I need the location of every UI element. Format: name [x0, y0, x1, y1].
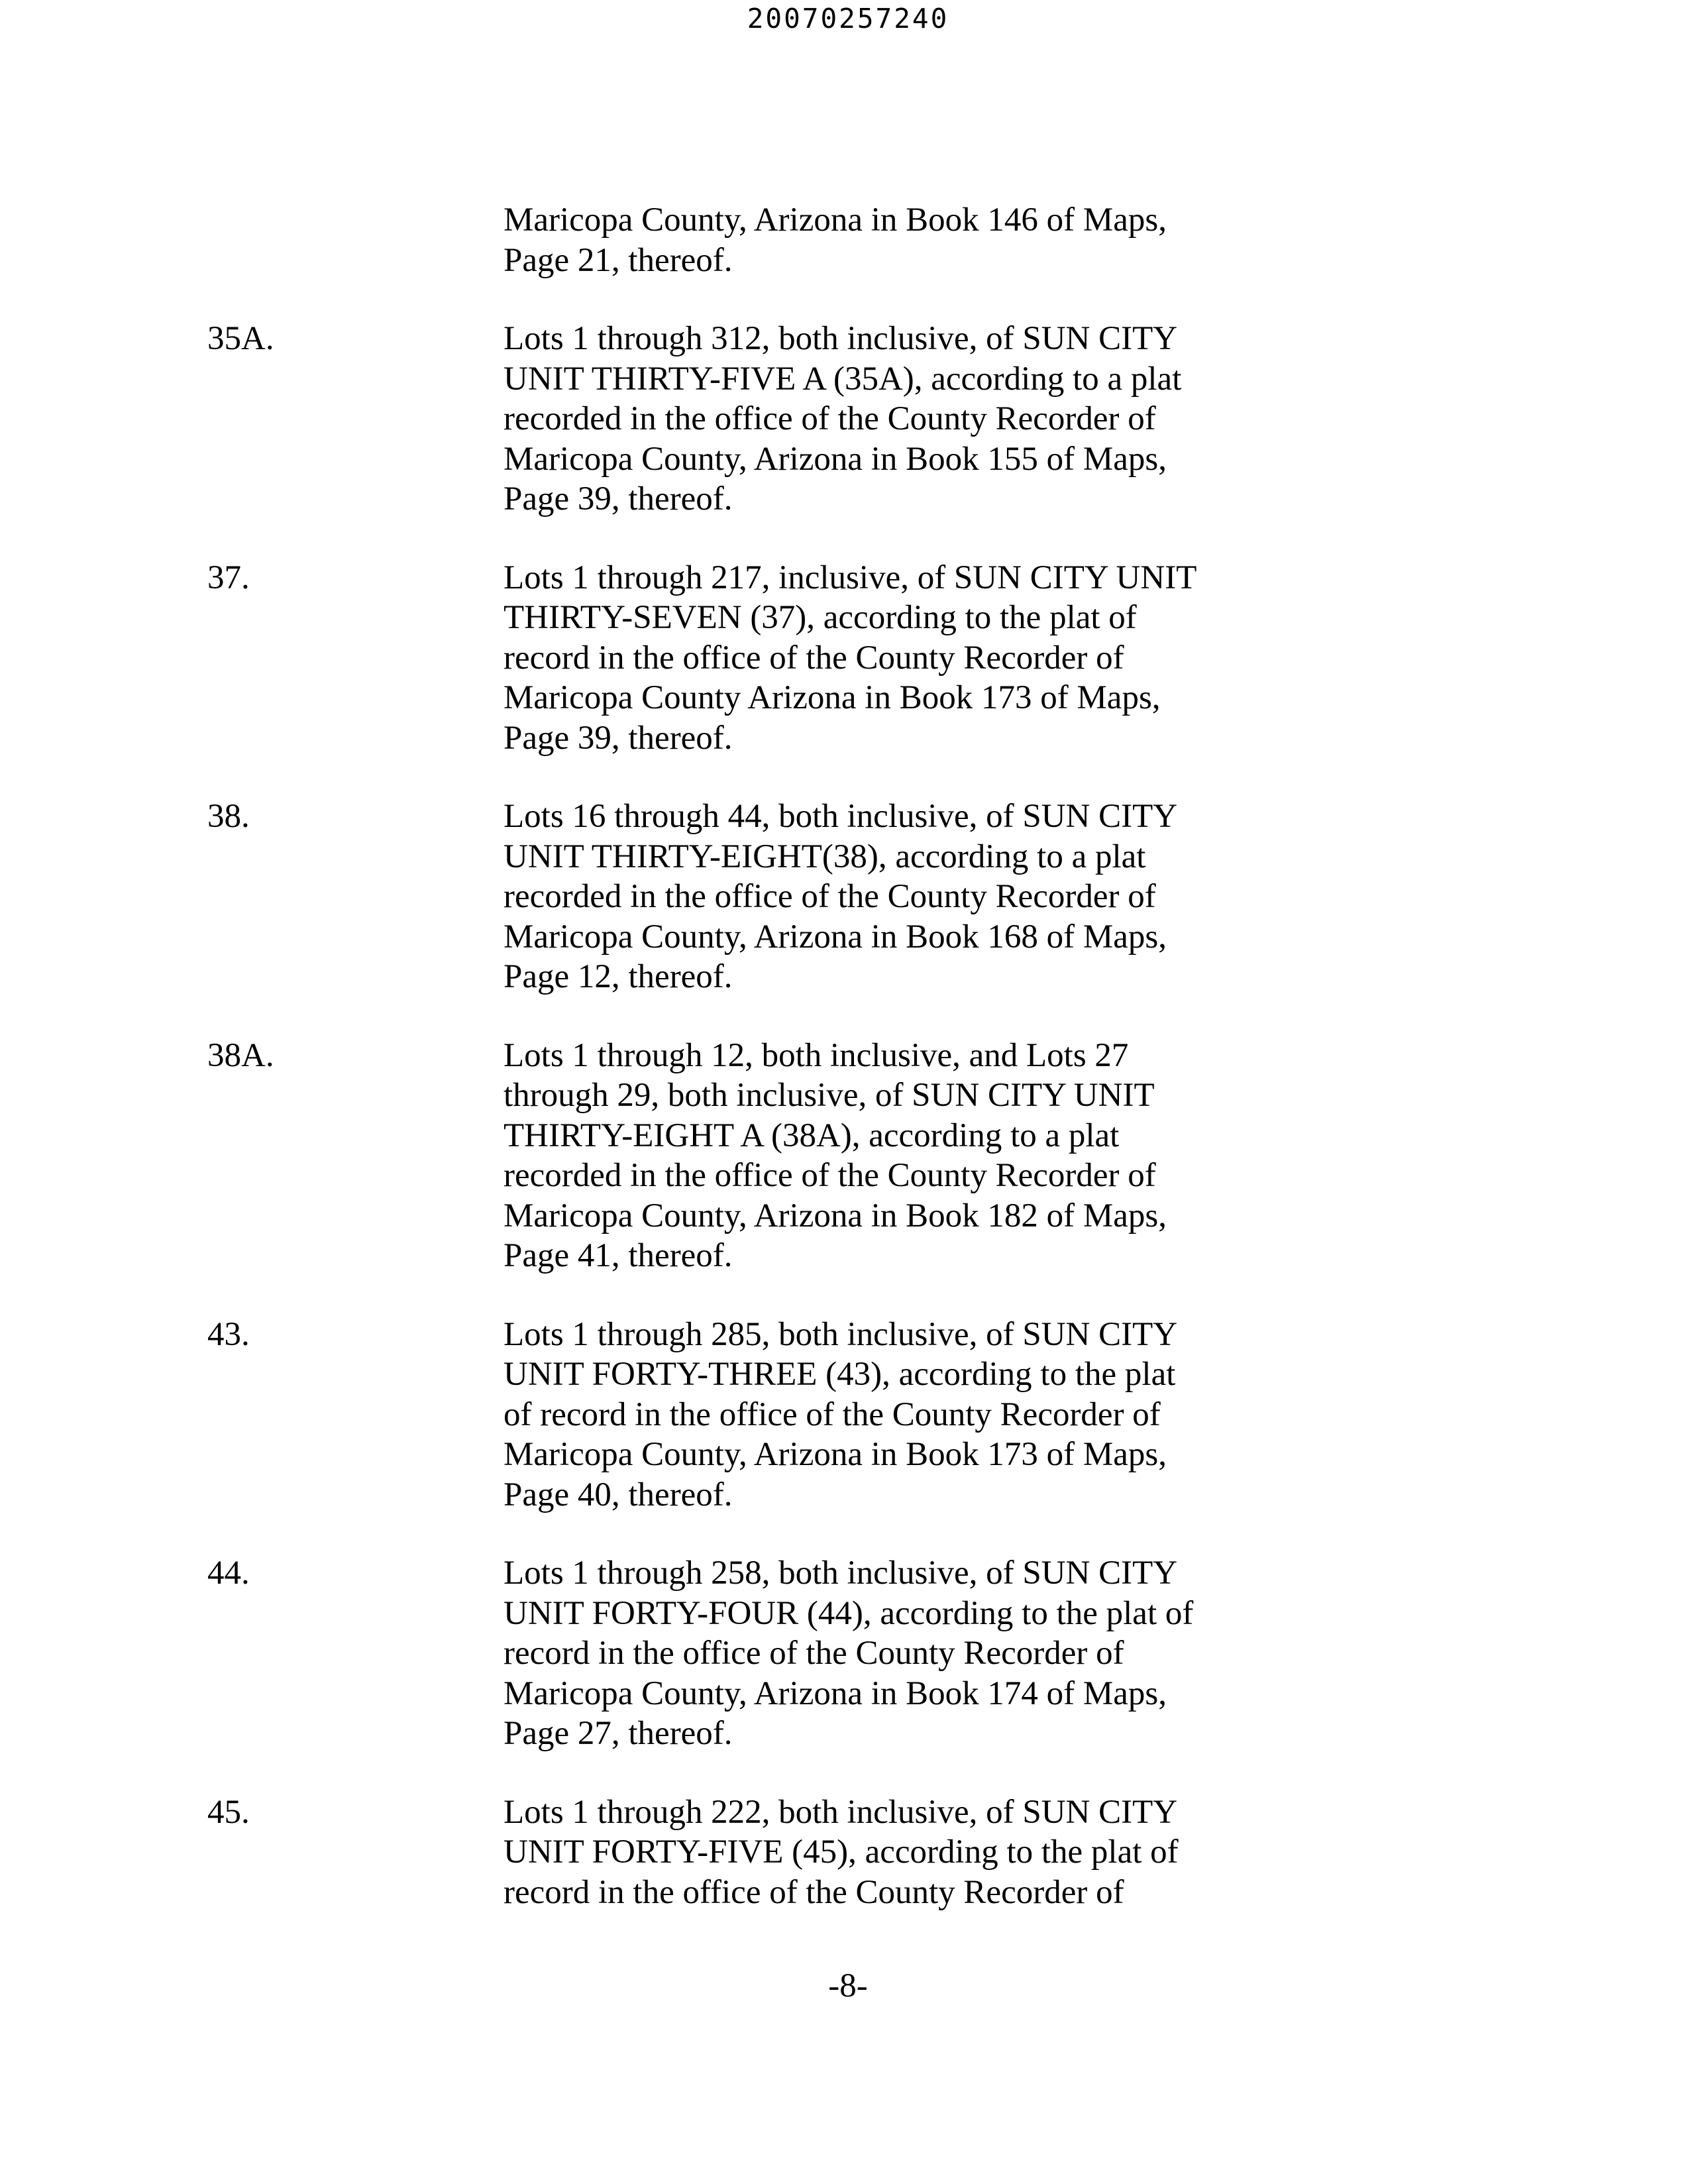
continued-legal-description: [504, 200, 1232, 280]
entry-number: 35A.: [207, 320, 274, 357]
text-line: record in the office of the County Recorder of: [504, 1873, 1124, 1911]
entry-number: 43.: [207, 1315, 250, 1353]
text-line: recorded in the office of the County Recorder of: [504, 1157, 1156, 1194]
page-number: -8-: [828, 1967, 868, 2004]
legal-description: [504, 1792, 1232, 1913]
unit-entry-43: [0, 1315, 1696, 1515]
unit-entry-38: [0, 796, 1696, 997]
unit-entry-38a: [0, 1036, 1696, 1276]
text-line: Lots 1 through 285, both inclusive, of SUN CITY: [504, 1315, 1178, 1353]
legal-description: [504, 1036, 1232, 1276]
text-line: Page 21, thereof.: [504, 241, 733, 279]
text-line: Lots 1 through 258, both inclusive, of SUN CITY: [504, 1555, 1178, 1592]
unit-entry-37: [0, 558, 1696, 759]
text-line: Maricopa County, Arizona in Book 146 of Maps,: [504, 201, 1167, 239]
text-line: of record in the office of the County Recorder of: [504, 1395, 1161, 1433]
unit-entry-45: [0, 1792, 1696, 1913]
text-line: Lots 1 through 222, both inclusive, of SUN CITY: [504, 1793, 1178, 1831]
text-line: THIRTY-EIGHT A (38A), according to a plat: [504, 1117, 1120, 1154]
text-line: Maricopa County Arizona in Book 173 of Maps,: [504, 679, 1161, 716]
text-line: Page 40, thereof.: [504, 1476, 733, 1513]
text-line: Page 39, thereof.: [504, 719, 733, 757]
entry-number: 44.: [207, 1555, 250, 1592]
text-line: Maricopa County, Arizona in Book 174 of Maps,: [504, 1674, 1167, 1712]
text-line: Maricopa County, Arizona in Book 155 of Maps,: [504, 440, 1167, 478]
text-line: Lots 16 through 44, both inclusive, of SUN CITY: [504, 798, 1178, 835]
text-line: THIRTY-SEVEN (37), according to the plat of: [504, 599, 1137, 636]
text-line: through 29, both inclusive, of SUN CITY UNIT: [504, 1077, 1155, 1114]
entry-number: 38.: [207, 798, 250, 835]
text-line: record in the office of the County Recorder of: [504, 1635, 1124, 1672]
text-line: record in the office of the County Recorder of: [504, 639, 1124, 677]
text-line: UNIT FORTY-THREE (43), according to the plat: [504, 1356, 1176, 1393]
text-line: recorded in the office of the County Recorder of: [504, 878, 1156, 915]
text-line: Lots 1 through 312, both inclusive, of SUN CITY: [504, 320, 1178, 357]
text-line: UNIT FORTY-FOUR (44), according to the plat of: [504, 1594, 1194, 1632]
legal-description: [504, 796, 1232, 997]
legal-description: [504, 319, 1232, 519]
text-line: Maricopa County, Arizona in Book 182 of Maps,: [504, 1197, 1167, 1234]
text-line: Page 27, thereof.: [504, 1715, 733, 1752]
entry-number: 38A.: [207, 1036, 274, 1074]
text-line: Maricopa County, Arizona in Book 168 of Maps,: [504, 918, 1167, 956]
legal-description: [504, 558, 1232, 759]
text-line: Page 41, thereof.: [504, 1237, 733, 1274]
entry-number: 45.: [207, 1793, 250, 1831]
text-line: UNIT FORTY-FIVE (45), according to the plat of: [504, 1833, 1179, 1871]
text-line: Lots 1 through 217, inclusive, of SUN CITY UNIT: [504, 559, 1197, 596]
text-line: Page 39, thereof.: [504, 480, 733, 518]
text-line: Lots 1 through 12, both inclusive, and Lots 27: [504, 1036, 1129, 1074]
text-line: recorded in the office of the County Recorder of: [504, 400, 1156, 437]
unit-entry-44: [0, 1553, 1696, 1754]
text-line: Page 12, thereof.: [504, 958, 733, 995]
document-body: [0, 200, 1696, 1951]
recording-number: 20070257240: [747, 3, 949, 34]
text-line: Maricopa County, Arizona in Book 173 of Maps,: [504, 1436, 1167, 1473]
entry-number: 37.: [207, 559, 250, 596]
legal-description: [504, 1315, 1232, 1515]
text-line: UNIT THIRTY-FIVE A (35A), according to a plat: [504, 360, 1182, 398]
text-line: UNIT THIRTY-EIGHT(38), according to a plat: [504, 838, 1146, 875]
legal-description: [504, 1553, 1232, 1754]
unit-entry-35a: [0, 319, 1696, 519]
